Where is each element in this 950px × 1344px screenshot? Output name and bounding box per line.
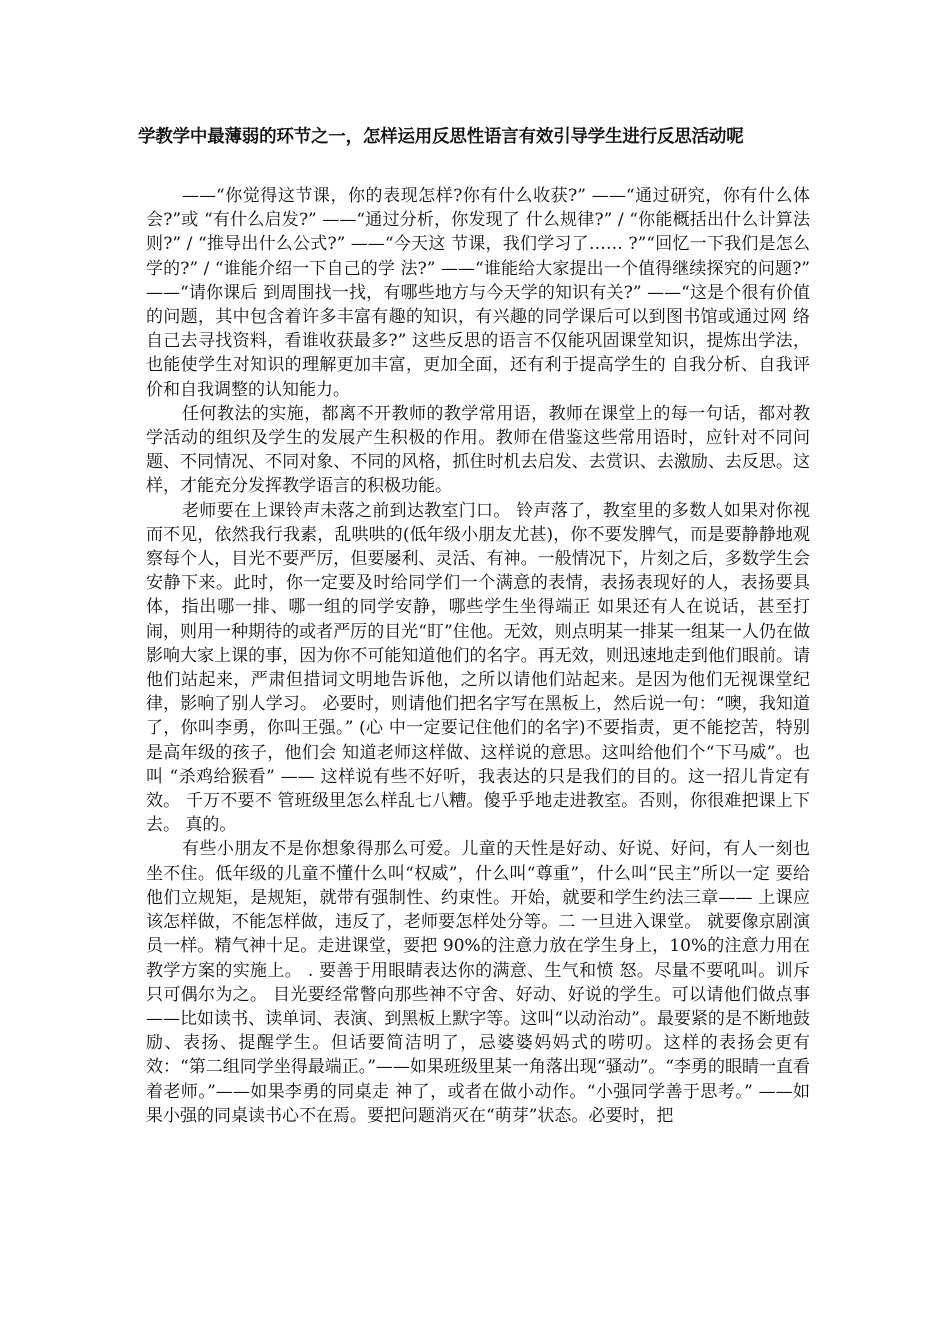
paragraph-classroom-rules: 有些小朋友不是你想象得那么可爱。儿童的天性是好动、好说、好问，有人一刻也 坐不住。低年级的儿童不懂什么叫“权威”，什么叫“尊重”，什么叫“民主”所以一定 要给他们立规矩，是规矩，就带有强制性、约束性。开始，就要和学生约法三章—— 上课应该怎样做，不能怎样做，违反了，老师要怎样处分等。二 一旦进入课堂。 就要像京剧演员一样。精气神十足。走进课堂，要把 90%的注意力放在学生身上，10%的注意力用在教学方案的实施上。 . 要善于用眼睛表达你的满意、生气和愤 怒。尽量不要吼叫。训斥只可偶尔为之。 目光要经常瞥向那些神不守舍、好动、好说的学生。可以请他们做点事——比如读书、读单词、表演、到黑板上默字等。这叫“以动治动”。最要紧的是不断地鼓励、表扬、提醒学生。但话要简洁明了，忌婆婆妈妈式的唠叨。这样的表扬会更有效：“第二组同学坐得最端正。”——如果班级里某一角落出现“骚动”。“李勇的眼睛一直看着老师。”——如果李勇的同桌走 神了，或者在做小动作。“小强同学善于思考。” ——如果小强的同桌读书心不在焉。要把问题消灭在“萌芽”状态。必要时，把 <box>146 839 810 1126</box>
paragraph-reflective-questions: ——“你觉得这节课，你的表现怎样?你有什么收获?” ——“通过研究，你有什么体会?”或 “有什么启发?” ——“通过分析，你发现了 什么规律?” / “你能概括出什么计算法则?” / “推导出什么公式?” ——“今天这 节课，我们学习了…… ?”“回忆一下我们是怎么学的?” / “谁能介绍一下自己的学 法?” ——“谁能给大家提出一个值得继续探究的问题?” ——“请你课后 到周围找一找，有哪些地方与今天学的知识有关?” ——“这是个很有价值的问题，其中包含着许多丰富有趣的知识，有兴趣的同学课后可以到图书馆或通过网 络自己去寻找资料，看谁收获最多?” 这些反思的语言不仅能巩固课堂知识，提炼出学法，也能使学生对知识的理解更加丰富，更加全面，还有利于提高学生的 自我分析、自我评价和自我调整的认知能力。 <box>146 186 810 400</box>
paragraph-classroom-arrival: 老师要在上课铃声未落之前到达教室门口。 铃声落了，教室里的多数人如果对你视而不见，依然我行我素，乱哄哄的(低年级小朋友尤甚)，你不要发脾气，而是要静静地观察每个人，目光不要严厉，但要屡利、灵活、有神。一般情况下，片刻之后，多数学生会安静下来。此时，你一定要及时给同学们一个满意的表情，表扬表现好的人，表扬要具体，指出哪一排、哪一组的同学安静，哪些学生坐得端正 如果还有人在说话，甚至打闹，则用一种期待的或者严厉的目光“盯”住他。无效，则点明某一排某一组某一人仍在做影响大家上课的事，因为你不可能知道他们的名字。再无效，则迅速地走到他们眼前。请他们站起来，严肃但措词文明地告诉他，之所以请他们站起来。是因为他们无视课堂纪律，影响了别人学习。 必要时，则请他们把名字写在黑板上，然后说一句：“噢，我知道了，你叫李勇，你叫王强。” (心 中一定要记住他们的名字)不要指责，更不能挖苦，特别是高年级的孩子，他们会 知道老师这样做、这样说的意思。这叫给他们个“下马威”。也叫 “杀鸡给猴看” —— 这样说有些不好听，我表达的只是我们的目的。这一招儿肯定有效。 千万不要不 管班级里怎么样乱七八糟。傻乎乎地走进教室。否则，你很难把课上下去。 真的。 <box>146 500 810 836</box>
document-title: 学教学中最薄弱的环节之一，怎样运用反思性语言有效引导学生进行反思活动呢 <box>138 127 744 147</box>
document-page <box>138 124 810 1128</box>
paragraph-teaching-language: 任何教法的实施，都离不开教师的教学常用语，教师在课堂上的每一句话，都对教学活动的组织及学生的发展产生积极的作用。教师在借鉴这些常用语时，应针对不同问题、不同情况、不同对象、不同的风格，抓住时机去启发、去赏识、去激励、去反思。这样，才能充分发挥教学语言的积极功能。 <box>146 403 810 497</box>
